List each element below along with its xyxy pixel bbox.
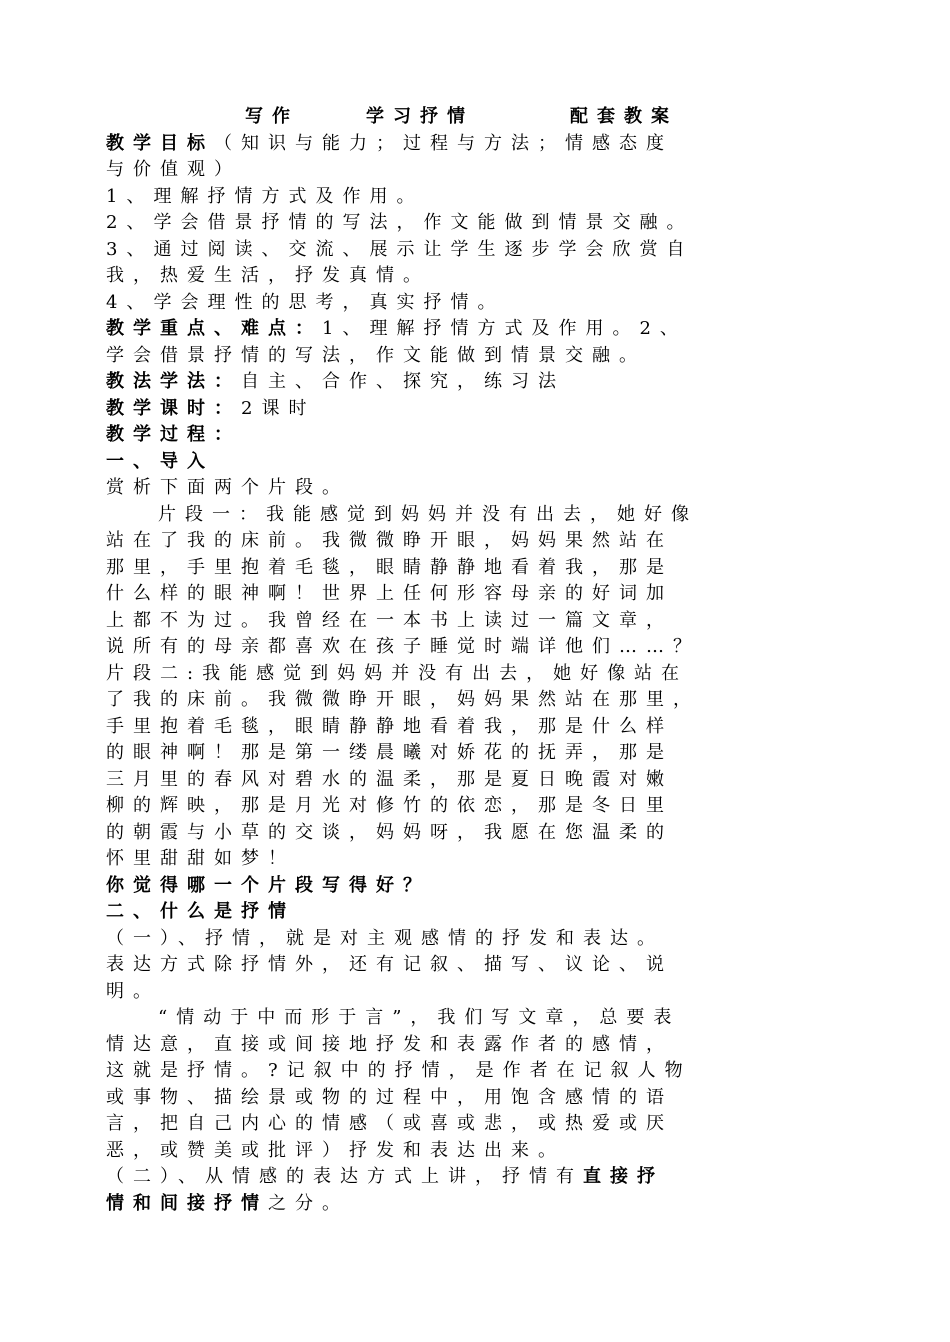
objectives-heading: 教学目标 [106, 133, 214, 154]
objectives-desc-2: 与价值观） [106, 159, 241, 180]
hours-heading: 教学课时： [106, 398, 241, 419]
section2-heading: 二、什么是抒情 [106, 901, 295, 922]
key-points-text: 1、理解抒情方式及作用。2、 [322, 318, 687, 339]
methods-text: 自主、合作、探究，练习法 [241, 371, 565, 392]
fragment2-line-1: 片段二:我能感觉到妈妈并没有出去，她好像站在 [106, 663, 689, 684]
key-points-heading: 教学重点、难点： [106, 318, 322, 339]
fragment2-line-5: 三月里的春风对碧水的温柔，那是夏日晚霞对嫩 [106, 769, 673, 790]
title-part2: 学习抒情 [366, 106, 474, 127]
quote-line-5: 言，把自己内心的情感（或喜或悲，或热爱或厌 [106, 1113, 673, 1134]
objective-item-1: 1、理解抒情方式及作用。 [106, 186, 424, 207]
quote-line-4: 或事物、描绘景或物的过程中，用饱含感情的语 [106, 1087, 673, 1108]
objective-item-3-cont: 我，热爱生活，抒发真情。 [106, 265, 430, 286]
fragment1-line-2: 站在了我的床前。我微微睁开眼，妈妈果然站在 [106, 530, 673, 551]
fragment1-line-6: 说所有的母亲都喜欢在孩子睡觉时端详他们……？ [106, 636, 700, 657]
expression-bold-2: 情和间接抒情 [106, 1193, 268, 1214]
quote-line-1: “情动于中而形于言”，我们写文章，总要表 [158, 1007, 681, 1028]
expression-line-1 [106, 1164, 836, 1190]
key-points-line [106, 316, 836, 342]
hours-line [106, 396, 836, 422]
hours-text: 2课时 [241, 398, 316, 419]
fragment2-line-3: 手里抱着毛毯，眼睛静静地看着我，那是什么样 [106, 716, 673, 737]
objective-item-2: 2、学会借景抒情的写法，作文能做到情景交融。 [106, 212, 694, 233]
quote-line-6: 恶，或赞美或批评）抒发和表达出来。 [106, 1140, 565, 1161]
quote-line-2: 情达意，直接或间接地抒发和表露作者的感情， [106, 1034, 673, 1055]
expression-text-1: （二）、从情感的表达方式上讲，抒情有 [106, 1166, 583, 1187]
fragment2-line-2: 了我的床前。我微微睁开眼，妈妈果然站在那里， [106, 689, 700, 710]
section1-question: 你觉得哪一个片段写得好？ [106, 875, 430, 896]
fragment2-line-6: 柳的辉映，那是月光对修竹的依恋，那是冬日里 [106, 795, 673, 816]
objectives-line [106, 131, 836, 157]
fragment1-line-3: 那里，手里抱着毛毯，眼睛静静地看着我，那是 [106, 557, 673, 578]
fragment2-line-4: 的眼神啊！那是第一缕晨曦对娇花的抚弄，那是 [106, 742, 673, 763]
title-part1: 写作 [245, 106, 299, 127]
fragment2-line-7: 的朝霞与小草的交谈，妈妈呀，我愿在您温柔的 [106, 822, 673, 843]
objective-item-4: 4、学会理性的思考，真实抒情。 [106, 292, 505, 313]
definition-line-1: （一）、抒情，就是对主观感情的抒发和表达。 [106, 928, 664, 949]
expression-bold-1: 直接抒 [583, 1166, 664, 1187]
definition-line-3: 明。 [106, 981, 160, 1002]
process-heading: 教学过程： [106, 424, 241, 445]
section1-intro: 赏析下面两个片段。 [106, 477, 349, 498]
definition-line-2: 表达方式除抒情外，还有记叙、描写、议论、说 [106, 954, 673, 975]
expression-text-2: 之分。 [268, 1193, 349, 1214]
key-points-text-2: 学会借景抒情的写法，作文能做到情景交融。 [106, 345, 646, 366]
quote-line-3: 这就是抒情。?记叙中的抒情，是作者在记叙人物 [106, 1060, 692, 1081]
title-part3: 配套教案 [570, 106, 678, 127]
section1-heading: 一、导入 [106, 451, 214, 472]
methods-heading: 教法学法： [106, 371, 241, 392]
expression-line-2 [106, 1191, 836, 1217]
objectives-desc: （知识与能力；过程与方法；情感态度 [214, 133, 673, 154]
fragment2-line-8: 怀里甜甜如梦！ [106, 848, 295, 869]
fragment1-line-5: 上都不为过。我曾经在一本书上读过一篇文章， [106, 610, 673, 631]
methods-line [106, 369, 836, 395]
fragment1-line-4: 什么样的眼神啊！世界上任何形容母亲的好词加 [106, 583, 673, 604]
fragment1-line-1: 片段一：我能感觉到妈妈并没有出去，她好像 [158, 504, 698, 525]
objective-item-3: 3、通过阅读、交流、展示让学生逐步学会欣赏自 [106, 239, 694, 260]
